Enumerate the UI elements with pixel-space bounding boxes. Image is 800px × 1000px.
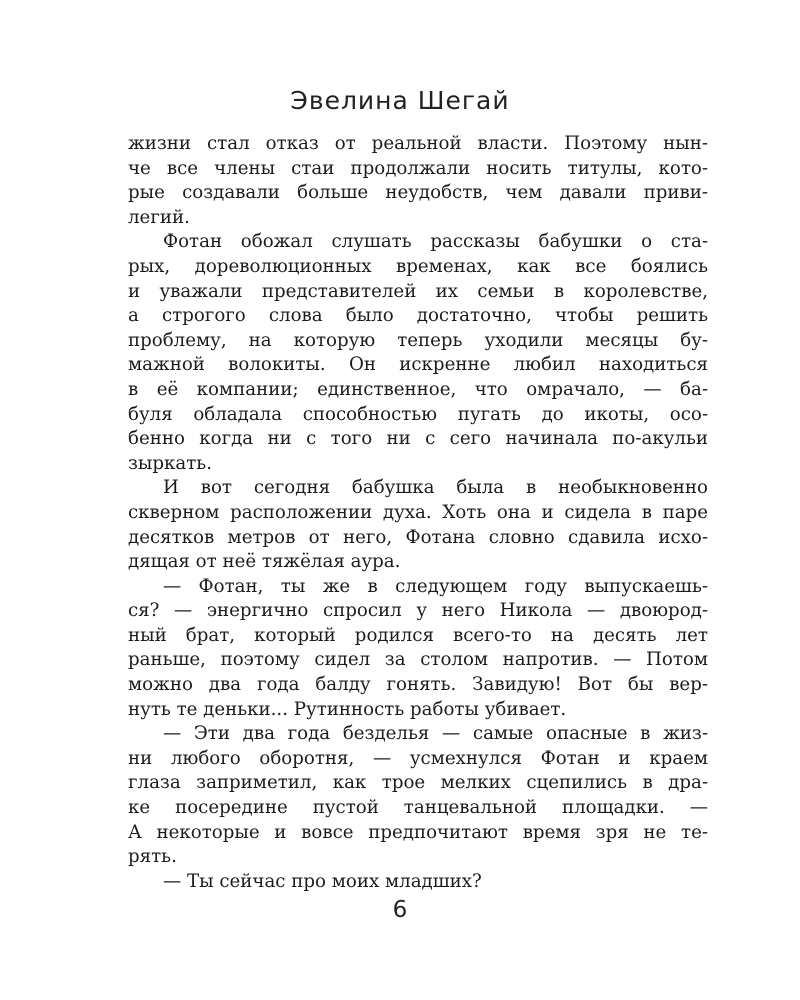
- text-line: — Фотан, ты же в следующем году выпускаешь-: [163, 575, 708, 597]
- page-number: 6: [392, 897, 408, 923]
- text-line: — Ты сейчас про моих младших?: [163, 870, 482, 892]
- text-line: — Эти два года безделья — самые опасные в жиз-: [163, 723, 708, 745]
- body-text: [128, 132, 708, 894]
- text-line: нуть те деньки... Рутинность работы убивает.: [128, 698, 567, 720]
- text-line: глаза заприметил, как трое мелких сцепились в дра-: [128, 772, 708, 794]
- text-line: рые создавали больше неудобств, чем давали приви-: [128, 182, 708, 204]
- text-line: можно два года балду гонять. Завидую! Вот бы вер-: [128, 674, 708, 696]
- text-line: дящая от неё тяжёлая аура.: [128, 551, 401, 573]
- running-header-author: Эвелина Шегай: [290, 86, 510, 115]
- text-line: зыркать.: [128, 452, 212, 474]
- text-line: ке посередине пустой танцевальной площадки. —: [128, 797, 708, 819]
- text-line: буля обладала способностью пугать до икоты, осо-: [128, 403, 708, 425]
- text-line: ни любого оборотня, — усмехнулся Фотан и краем: [128, 747, 708, 769]
- text-line: ся? — энергично спросил у него Никола — двоюрод-: [128, 600, 708, 622]
- text-line: в её компании; единственное, что омрачало, — ба-: [128, 378, 708, 400]
- text-line: раньше, поэтому сидел за столом напротив. — Потом: [128, 649, 708, 671]
- text-line: десятков метров от него, Фотана словно сдавила исхо-: [128, 526, 708, 548]
- text-line: ный брат, который родился всего-то на десять лет: [128, 624, 708, 646]
- text-line: че все члены стаи продолжали носить титулы, кото-: [128, 157, 708, 179]
- text-line: И вот сегодня бабушка была в необыкновенно: [163, 477, 708, 499]
- text-line: скверном расположении духа. Хоть она и сидела в паре: [128, 501, 708, 523]
- text-line: проблему, на которую теперь уходили месяцы бу-: [128, 329, 708, 351]
- text-line: а строгого слова было достаточно, чтобы решить: [128, 305, 708, 327]
- text-line: жизни стал отказ от реальной власти. Поэтому нын-: [128, 133, 708, 154]
- text-line: легий.: [128, 206, 190, 228]
- text-line: и уважали представителей их семьи в королевстве,: [128, 280, 708, 302]
- text-line: А некоторые и вовсе предпочитают время зря не те-: [128, 821, 708, 843]
- text-line: рять.: [128, 846, 177, 868]
- text-line: Фотан обожал слушать рассказы бабушки о ста-: [163, 231, 708, 253]
- text-line: рых, дореволюционных временах, как все боялись: [128, 255, 708, 277]
- text-line: бенно когда ни с того ни с сего начинала по-акульи: [128, 428, 708, 450]
- text-line: мажной волокиты. Он искренне любил находиться: [128, 354, 708, 376]
